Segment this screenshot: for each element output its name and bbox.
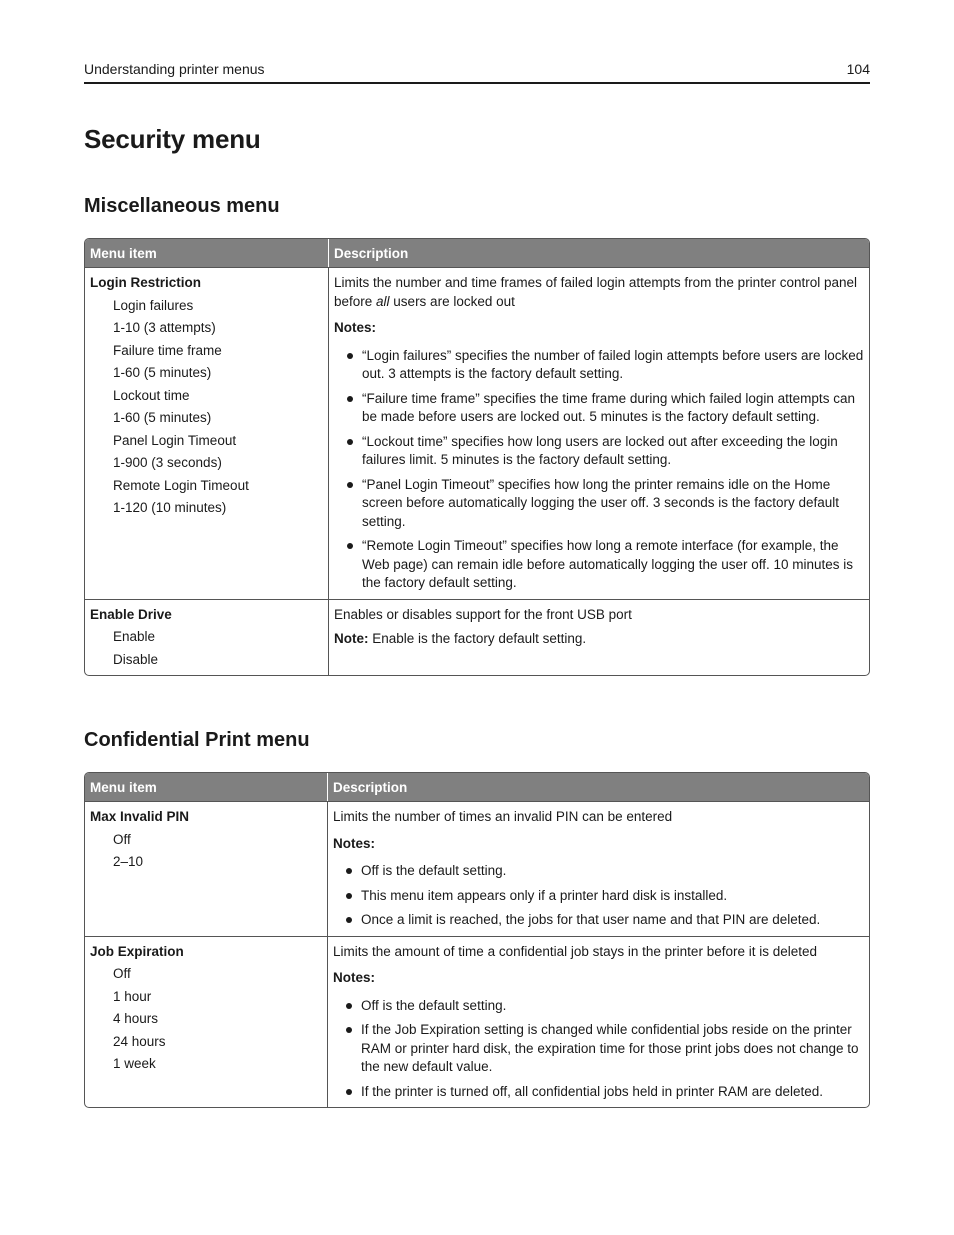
description-text: Enables or disables support for the front USB port — [334, 606, 632, 622]
menu-option: 1 hour — [113, 988, 152, 1004]
confidential-print-menu-table — [84, 772, 870, 1108]
table-row — [85, 267, 869, 599]
header-section-title: Understanding printer menus — [84, 61, 265, 77]
table-row — [85, 801, 869, 936]
description-cell — [328, 802, 869, 936]
description-cell — [328, 937, 869, 1108]
menu-option: 4 hours — [113, 1011, 159, 1026]
page-number: 104 — [846, 61, 870, 77]
list-item: Off is the default setting. — [333, 997, 864, 1016]
list-item: “Login failures” specifies the number of failed login attempts before users are locked out. 3 attempts is the factory default setting. — [334, 347, 864, 384]
notes-list — [333, 862, 864, 930]
menu-option: 1-60 (5 minutes) — [113, 365, 212, 380]
section-heading-miscellaneous: Miscellaneous menu — [84, 195, 280, 217]
description-text: Limits the number and time frames of failed login attempts from the printer control panel before all users are locked out — [334, 275, 857, 309]
description-cell — [329, 268, 869, 599]
page-title: Security menu — [84, 124, 261, 154]
description-text: Limits the amount of time a confidential job stays in the printer before it is deleted — [333, 943, 818, 959]
menu-item-title: Max Invalid PIN — [90, 809, 190, 824]
notes-list — [334, 347, 864, 593]
menu-option: Remote Login Timeout — [113, 477, 249, 493]
running-header — [84, 60, 870, 84]
menu-option: Enable — [113, 629, 156, 644]
table-header — [85, 239, 869, 267]
menu-option: 1-10 (3 attempts) — [113, 320, 216, 335]
menu-item-cell — [85, 937, 328, 1108]
table-header — [85, 773, 869, 801]
menu-option: 1-60 (5 minutes) — [113, 410, 212, 425]
menu-option: Disable — [113, 651, 159, 667]
menu-option: Failure time frame — [113, 342, 222, 358]
menu-item-title: Job Expiration — [90, 943, 184, 959]
column-header-menu-item: Menu item — [85, 773, 328, 801]
table-row — [85, 936, 869, 1108]
menu-item-cell — [85, 600, 329, 676]
list-item: This menu item appears only if a printer hard disk is installed. — [333, 887, 864, 906]
list-item: If the Job Expiration setting is changed while confidential jobs reside on the printer RAM or printer hard disk, the expiration time for those print jobs does not change to the new default value. — [333, 1021, 864, 1077]
menu-option: Off — [113, 966, 131, 981]
notes-list — [333, 997, 864, 1102]
description-cell — [329, 600, 869, 676]
list-item: “Lockout time” specifies how long users are locked out after exceeding the login failures limit. 5 minutes is the factory default setting. — [334, 433, 864, 470]
list-item: “Failure time frame” specifies the time frame during which failed login attempts can be made before users are locked out. 5 minutes is the factory default setting. — [334, 390, 864, 427]
list-item: “Panel Login Timeout” specifies how long the printer remains idle on the Home screen before automatically logging the user off. 3 seconds is the factory default setting. — [334, 476, 864, 532]
menu-option: 24 hours — [113, 1033, 166, 1049]
menu-item-cell — [85, 268, 329, 599]
column-header-menu-item: Menu item — [85, 239, 329, 267]
menu-item-title: Login Restriction — [90, 275, 201, 290]
menu-option: 1-900 (3 seconds) — [113, 455, 222, 470]
miscellaneous-menu-table — [84, 238, 870, 676]
notes-label: Notes: — [334, 320, 377, 335]
menu-item-title: Enable Drive — [90, 606, 172, 622]
menu-option: Lockout time — [113, 387, 190, 403]
menu-option: 1 week — [113, 1056, 156, 1071]
menu-option: Off — [113, 831, 131, 847]
menu-option: Panel Login Timeout — [113, 432, 237, 448]
notes-label: Notes: — [333, 835, 376, 851]
list-item: Off is the default setting. — [333, 862, 864, 881]
note-text: Note: Enable is the factory default setting. — [334, 631, 587, 646]
menu-option: 1-120 (10 minutes) — [113, 500, 227, 515]
menu-item-cell — [85, 802, 328, 936]
notes-label: Notes: — [333, 970, 376, 985]
list-item: Once a limit is reached, the jobs for that user name and that PIN are deleted. — [333, 911, 864, 930]
menu-option: Login failures — [113, 297, 194, 313]
column-header-description: Description — [333, 780, 408, 795]
menu-option: 2–10 — [113, 854, 144, 869]
list-item: “Remote Login Timeout” specifies how long a remote interface (for example, the Web page) can remain idle before automatically logging the user off. 10 minutes is the factory default setting. — [334, 537, 864, 593]
column-header-description: Description — [334, 246, 409, 261]
table-row — [85, 599, 869, 676]
list-item: If the printer is turned off, all confidential jobs held in printer RAM are deleted. — [333, 1083, 864, 1102]
section-heading-confidential-print: Confidential Print menu — [84, 729, 310, 751]
description-text: Limits the number of times an invalid PIN can be entered — [333, 809, 673, 824]
